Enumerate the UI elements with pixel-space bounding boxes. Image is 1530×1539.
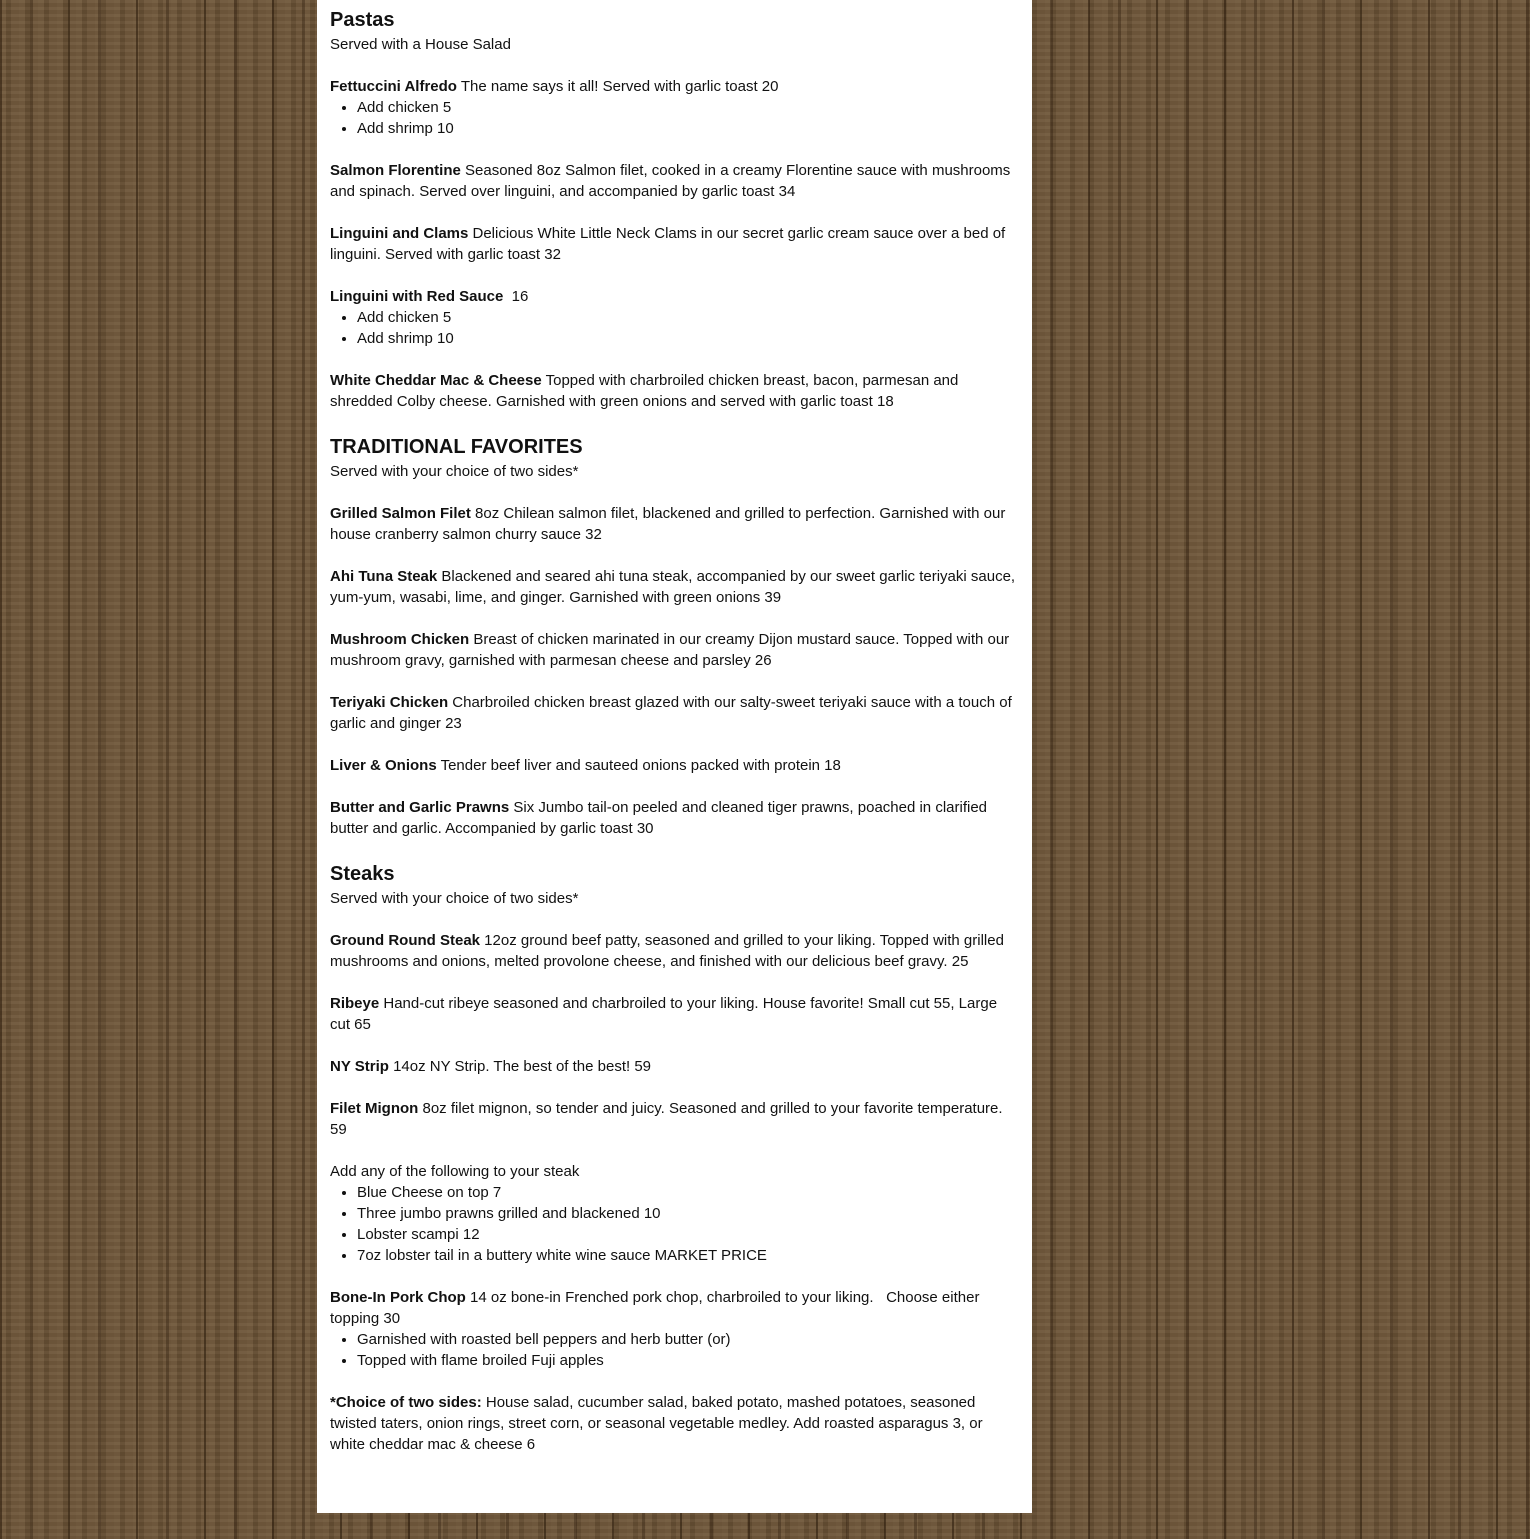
item-name: Ahi Tuna Steak xyxy=(330,568,438,585)
item-description: Breast of chicken marinated in our creamy Dijon mustard sauce. Topped with our mushroom gravy, garnished with parmesan cheese and parsley 26 xyxy=(330,631,1010,669)
addon-item: • Lobster scampi 12 xyxy=(357,1224,1019,1245)
topping-option: • Topped with flame broiled Fuji apples xyxy=(357,1350,1019,1371)
section-title-pastas: Pastas xyxy=(330,9,395,31)
item-description: Tender beef liver and sauteed onions packed with protein 18 xyxy=(436,757,841,774)
item-name: Ground Round Steak xyxy=(330,932,480,949)
menu-item-ground-round xyxy=(330,930,1019,972)
item-name: Filet Mignon xyxy=(330,1100,419,1117)
item-description: Six Jumbo tail-on peeled and cleaned tiger prawns, poached in clarified butter and garlic. Accompanied by garlic toast 30 xyxy=(330,799,988,837)
item-description: Blackened and seared ahi tuna steak, accompanied by our sweet garlic teriyaki sauce, yum-yum, wasabi, lime, and ginger. Garnished with green onions 39 xyxy=(330,568,1016,606)
item-description: Topped with charbroiled chicken breast, bacon, parmesan and shredded Colby cheese. Garnished with green onions and served with garlic toast 18 xyxy=(330,372,959,410)
topping-option: • Garnished with roasted bell peppers and herb butter (or) xyxy=(357,1329,1019,1350)
item-name: Butter and Garlic Prawns xyxy=(330,799,510,816)
menu-item-pork-chop xyxy=(330,1287,1019,1329)
menu-item-mac-cheese xyxy=(330,370,1019,412)
menu-content xyxy=(330,0,1019,1455)
sides-text: House salad, cucumber salad, baked potato, mashed potatoes, seasoned twisted taters, onion rings, street corn, or seasonal vegetable medley. Add roasted asparagus 3, or white cheddar mac & cheese 6 xyxy=(330,1394,983,1453)
item-description: 14 oz bone-in Frenched pork chop, charbroiled to your liking. Choose either topping 30 xyxy=(330,1289,984,1327)
sides-footnote xyxy=(330,1392,1019,1455)
menu-page xyxy=(317,0,1032,1513)
addon-item: • Blue Cheese on top 7 xyxy=(357,1182,1019,1203)
item-description: Charbroiled chicken breast glazed with our salty-sweet teriyaki sauce with a touch of garlic and ginger 23 xyxy=(330,694,1012,732)
item-description: 8oz Chilean salmon filet, blackened and grilled to perfection. Garnished with our house cranberry salmon churry sauce 32 xyxy=(330,505,1006,543)
sides-label: *Choice of two sides: xyxy=(330,1394,482,1411)
menu-item-ribeye xyxy=(330,993,1019,1035)
section-title-steaks: Steaks xyxy=(330,863,395,885)
item-description: 8oz filet mignon, so tender and juicy. Seasoned and grilled to your favorite temperature. 59 xyxy=(330,1100,1003,1138)
section-subtitle-steaks: Served with your choice of two sides* xyxy=(330,890,579,907)
item-description: Hand-cut ribeye seasoned and charbroiled to your liking. House favorite! Small cut 55, Large cut 65 xyxy=(330,995,998,1033)
item-description: Seasoned 8oz Salmon filet, cooked in a creamy Florentine sauce with mushrooms and spinach. Served over linguini, and accompanied by garlic toast 34 xyxy=(330,162,1011,200)
menu-item-filet-mignon xyxy=(330,1098,1019,1140)
item-name: Grilled Salmon Filet xyxy=(330,505,471,522)
item-description: 12oz ground beef patty, seasoned and grilled to your liking. Topped with grilled mushrooms and onions, melted provolone cheese, and finished with our delicious beef gravy. 25 xyxy=(330,932,1004,970)
item-name: Fettuccini Alfredo xyxy=(330,78,457,95)
menu-item-grilled-salmon xyxy=(330,503,1019,545)
topping-list-pork-chop xyxy=(330,1329,1019,1371)
item-description: The name says it all! Served with garlic toast 20 xyxy=(456,78,779,95)
addon-list-fettuccini xyxy=(330,97,1019,139)
item-name: Liver & Onions xyxy=(330,757,437,774)
item-name: Linguini and Clams xyxy=(330,225,469,242)
addon-item: • Add shrimp 10 xyxy=(357,328,1019,349)
item-description: Delicious White Little Neck Clams in our secret garlic cream sauce over a bed of linguini. Served with garlic toast 32 xyxy=(330,225,1006,263)
item-name: Teriyaki Chicken xyxy=(330,694,449,711)
item-name: Bone-In Pork Chop xyxy=(330,1289,466,1306)
addon-list-linguini-red-sauce xyxy=(330,307,1019,349)
item-description: 16 xyxy=(503,288,529,305)
item-name: Linguini with Red Sauce xyxy=(330,288,504,305)
section-title-traditional: TRADITIONAL FAVORITES xyxy=(330,436,583,458)
item-name: White Cheddar Mac & Cheese xyxy=(330,372,542,389)
menu-item-linguini-red-sauce xyxy=(330,286,1019,307)
addon-item: • Add shrimp 10 xyxy=(357,118,1019,139)
item-name: NY Strip xyxy=(330,1058,389,1075)
addon-item: • Add chicken 5 xyxy=(357,97,1019,118)
menu-item-liver-onions xyxy=(330,755,1019,776)
steak-addon-intro: Add any of the following to your steak xyxy=(330,1163,580,1180)
addon-item: • 7oz lobster tail in a buttery white wine sauce MARKET PRICE xyxy=(357,1245,1019,1266)
menu-item-salmon-florentine xyxy=(330,160,1019,202)
menu-item-fettuccini xyxy=(330,76,1019,97)
section-subtitle-traditional: Served with your choice of two sides* xyxy=(330,463,579,480)
menu-item-teriyaki-chicken xyxy=(330,692,1019,734)
menu-item-garlic-prawns xyxy=(330,797,1019,839)
item-description: 14oz NY Strip. The best of the best! 59 xyxy=(388,1058,652,1075)
addon-list-steaks xyxy=(330,1182,1019,1266)
addon-item: • Three jumbo prawns grilled and blackened 10 xyxy=(357,1203,1019,1224)
item-name: Salmon Florentine xyxy=(330,162,461,179)
menu-item-ahi-tuna xyxy=(330,566,1019,608)
item-name: Mushroom Chicken xyxy=(330,631,470,648)
menu-item-ny-strip xyxy=(330,1056,1019,1077)
item-name: Ribeye xyxy=(330,995,380,1012)
menu-item-linguini-clams xyxy=(330,223,1019,265)
menu-item-mushroom-chicken xyxy=(330,629,1019,671)
section-subtitle-pastas: Served with a House Salad xyxy=(330,36,511,53)
addon-item: • Add chicken 5 xyxy=(357,307,1019,328)
